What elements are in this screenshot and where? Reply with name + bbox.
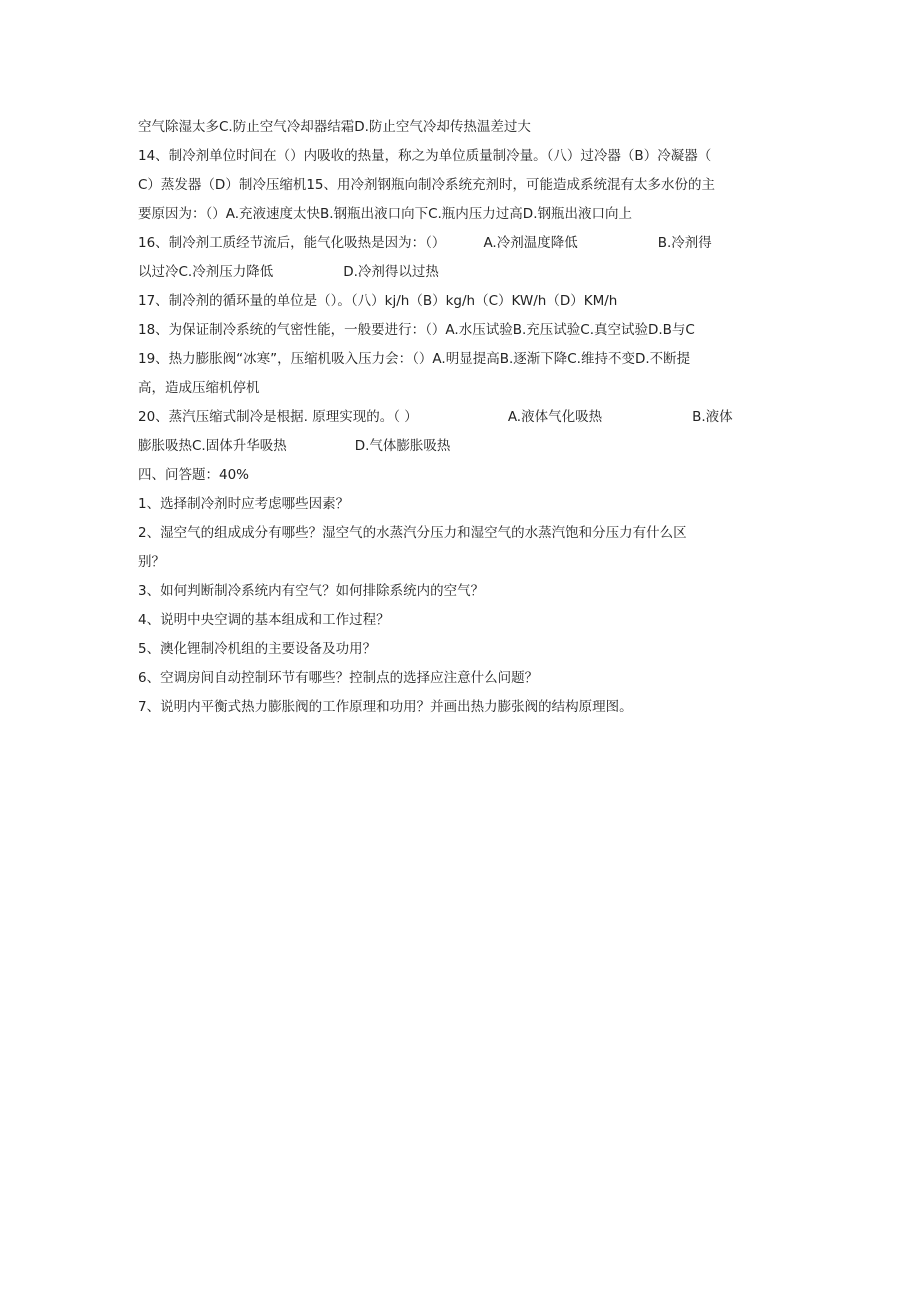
question-20-option-b-cont: 膨胀吸热C.固体升华吸热: [138, 438, 287, 454]
question-16-option-d: D.冷剂得以过热: [343, 264, 439, 280]
question-19-line-2: 高，造成压缩机停机: [138, 380, 260, 396]
section-heading: 四、问答题：40%: [138, 467, 250, 483]
question-16-option-a: A.冷剂温度降低: [483, 235, 578, 251]
essay-question: 2、湿空气的组成成分有哪些？湿空气的水蒸汽分压力和湿空气的水蒸汽饱和分压力有什么区: [138, 525, 687, 541]
text-line: 14、制冷剂单位时间在（）内吸收的热量，称之为单位质量制冷量。（八）过冷器（B）冷凝器（: [138, 148, 712, 164]
essay-question: 4、说明中央空调的基本组成和工作过程？: [138, 612, 390, 628]
question-16-option-b-cont: 以过冷C.冷剂压力降低: [138, 264, 274, 280]
essay-question: 3、如何判断制冷系统内有空气？如何排除系统内的空气？: [138, 583, 485, 599]
question-17: 17、制冷剂的循环量的单位是（）。（八）kj/h（B）kg/h（C）KW/h（D）KM/h: [138, 293, 618, 309]
question-20-option-a: A.液体气化吸热: [507, 409, 603, 425]
question-16-stem: 16、制冷剂工质经节流后，能气化吸热是因为：（）: [138, 235, 446, 251]
document-page: [138, 113, 788, 722]
text-line: 要原因为：（）A.充液速度太快B.钢瓶出液口向下C.瓶内压力过高D.钢瓶出液口向上: [138, 206, 632, 222]
essay-question: 1、选择制冷剂时应考虑哪些因素？: [138, 496, 350, 512]
question-20-option-d: D.气体膨胀吸热: [354, 438, 451, 454]
question-20-option-b: B.液体: [692, 409, 733, 425]
essay-question: 6、空调房间自动控制环节有哪些？控制点的选择应注意什么问题？: [138, 670, 539, 686]
question-20-line-1: [138, 403, 788, 432]
question-16-line-1: [138, 229, 788, 258]
question-18: 18、为保证制冷系统的气密性能，一般要进行：（）A.水压试验B.充压试验C.真空试验D.B与C: [138, 322, 695, 338]
question-16-line-2: [138, 258, 788, 287]
question-16-option-b: B.冷剂得: [657, 235, 712, 251]
text-line: 空气除湿太多C.防止空气冷却器结霜D.防止空气冷却传热温差过大: [138, 119, 531, 135]
essay-question: 别？: [138, 554, 165, 570]
essay-question: 7、说明内平衡式热力膨胀阀的工作原理和功用？并画出热力膨张阀的结构原理图。: [138, 699, 633, 715]
question-20-line-2: [138, 432, 788, 461]
essay-question: 5、澳化锂制冷机组的主要设备及功用？: [138, 641, 377, 657]
question-19-line-1: 19、热力膨胀阀“冰寒”，压缩机吸入压力会：（）A.明显提高B.逐渐下降C.维持不变D.不断提: [138, 351, 691, 367]
question-20-stem: 20、蒸汽压缩式制冷是根据. 原理实现的。（ ）: [138, 409, 418, 425]
text-line: C）蒸发器（D）制冷压缩机15、用冷剂钢瓶向制冷系统充剂时，可能造成系统混有太多水份的主: [138, 177, 715, 193]
